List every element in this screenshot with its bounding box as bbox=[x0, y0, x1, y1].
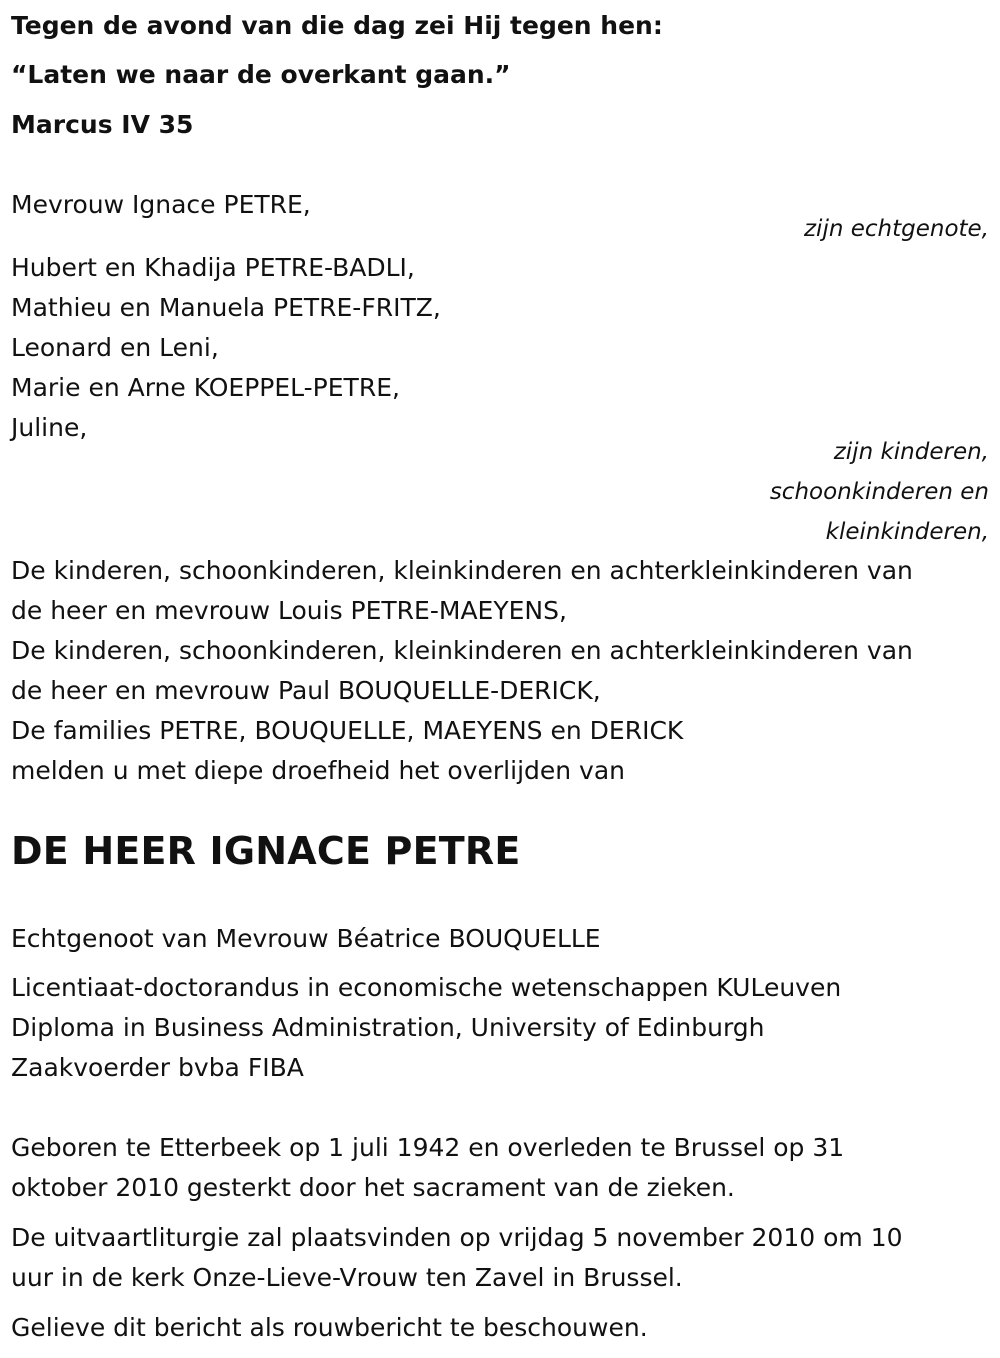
child-line: Marie en Arne KOEPPEL-PETRE, bbox=[11, 373, 400, 402]
credential-line: Zaakvoerder bvba FIBA bbox=[11, 1053, 304, 1082]
birth-death-line: Geboren te Etterbeek op 1 juli 1942 en overleden te Brussel op 31 bbox=[11, 1133, 845, 1162]
quote-source: Marcus IV 35 bbox=[11, 110, 194, 139]
spouse-role: zijn echtgenote, bbox=[803, 216, 989, 242]
funeral-line: uur in de kerk Onze-Lieve-Vrouw ten Zavel in Brussel. bbox=[11, 1263, 683, 1292]
closing-line: Gelieve dit bericht als rouwbericht te beschouwen. bbox=[11, 1313, 648, 1342]
child-line: Mathieu en Manuela PETRE-FRITZ, bbox=[11, 293, 441, 322]
quote-line-2: “Laten we naar de overkant gaan.” bbox=[11, 60, 511, 89]
child-line: Leonard en Leni, bbox=[11, 333, 219, 362]
family-line: de heer en mevrouw Louis PETRE-MAEYENS, bbox=[11, 596, 567, 625]
spouse-name: Mevrouw Ignace PETRE, bbox=[11, 190, 311, 219]
family-line: melden u met diepe droefheid het overlijden van bbox=[11, 756, 626, 785]
deceased-name: DE HEER IGNACE PETRE bbox=[11, 829, 521, 873]
family-line: De kinderen, schoonkinderen, kleinkinderen en achterkleinkinderen van bbox=[11, 636, 913, 665]
children-role-line: kleinkinderen, bbox=[825, 519, 989, 545]
child-line: Hubert en Khadija PETRE-BADLI, bbox=[11, 253, 415, 282]
child-line: Juline, bbox=[11, 413, 88, 442]
credential-line: Diploma in Business Administration, University of Edinburgh bbox=[11, 1013, 765, 1042]
family-line: de heer en mevrouw Paul BOUQUELLE-DERICK, bbox=[11, 676, 601, 705]
children-role-line: zijn kinderen, bbox=[833, 439, 989, 465]
family-line: De families PETRE, BOUQUELLE, MAEYENS en DERICK bbox=[11, 716, 684, 745]
credential-line: Licentiaat-doctorandus in economische wetenschappen KULeuven bbox=[11, 973, 842, 1002]
family-line: De kinderen, schoonkinderen, kleinkinderen en achterkleinkinderen van bbox=[11, 556, 913, 585]
funeral-line: De uitvaartliturgie zal plaatsvinden op vrijdag 5 november 2010 om 10 bbox=[11, 1223, 903, 1252]
deceased-spouse-line: Echtgenoot van Mevrouw Béatrice BOUQUELLE bbox=[11, 924, 601, 953]
birth-death-line: oktober 2010 gesterkt door het sacrament van de zieken. bbox=[11, 1173, 735, 1202]
quote-line-1: Tegen de avond van die dag zei Hij tegen hen: bbox=[11, 11, 663, 40]
children-role-line: schoonkinderen en bbox=[769, 479, 989, 505]
